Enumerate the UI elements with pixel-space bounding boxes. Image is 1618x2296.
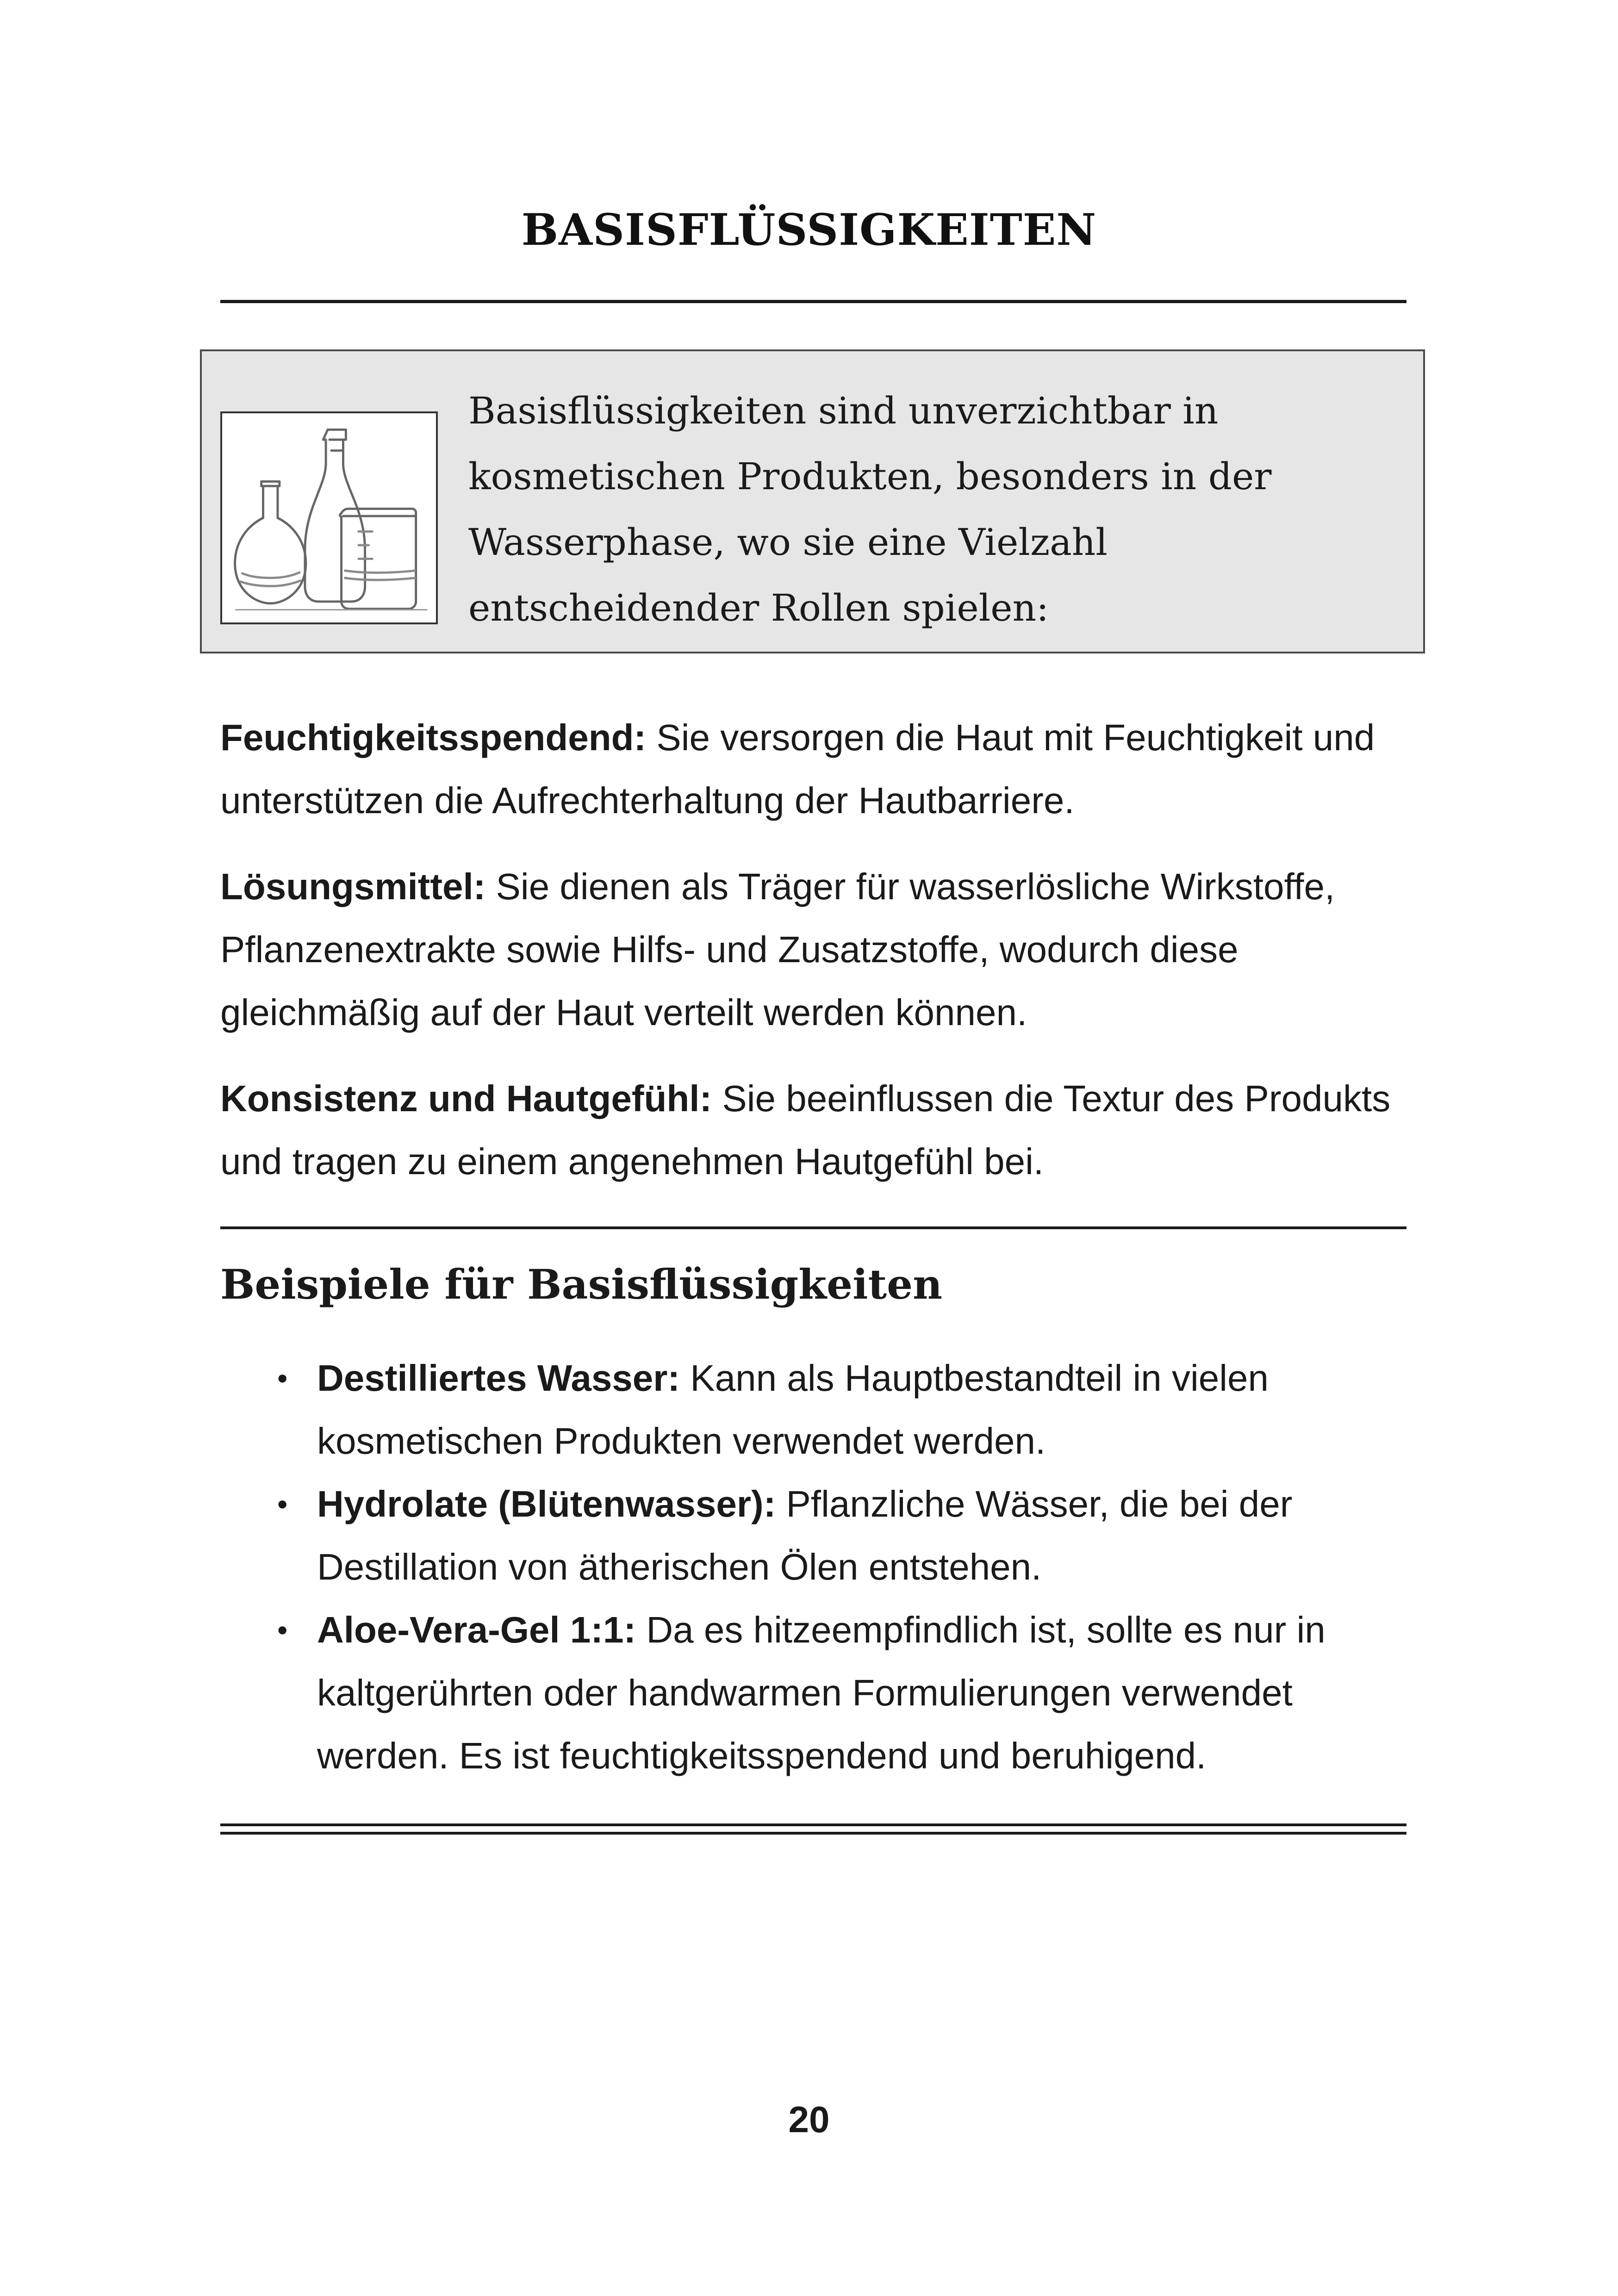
definition-text: Sie beeinflussen die Textur des Produkts und tragen zu einem angenehmen Hautgefühl bei. [220,1078,1391,1182]
list-item [271,1473,1400,1599]
definition-text: Sie versorgen die Haut mit Feuchtigkeit und unterstützen die Aufrechterhaltung der Hautbarriere. [220,717,1375,821]
title-divider [220,300,1406,303]
definition-item [220,1067,1414,1193]
definition-item [220,855,1414,1044]
bullet-icon: • [277,1487,288,1521]
example-text: Kann als Hauptbestandteil in vielen kosmetischen Produkten verwendet werden. [317,1357,1269,1462]
example-term: Destilliertes Wasser: [317,1357,680,1399]
definition-text: Sie dienen als Träger für wasserlösliche Wirkstoffe, Pflanzenextrakte sowie Hilfs- und Zusatzstoffe, wodurch diese gleichmäßig auf der Haut verteilt werden können. [220,866,1335,1033]
list-item [271,1599,1400,1787]
example-list [271,1347,1400,1787]
end-divider-top [220,1823,1406,1826]
definition-item [220,706,1414,832]
intro-box [200,349,1425,653]
end-divider-bottom [220,1832,1406,1835]
example-text: Pflanzliche Wässer, die bei der Destillation von ätherischen Ölen entstehen. [317,1483,1293,1587]
intro-text: Basisflüssigkeiten sind unverzichtbar in kosmetischen Produkten, besonders in der Wasserphase, wo sie eine Vielzahl entscheidender Rollen spielen: [468,389,1272,629]
example-text: Da es hitzeempfindlich ist, sollte es nur in kaltgerührten oder handwarmen Formulierungen verwendet werden. Es ist feuchtigkeitsspendend und beruhigend. [317,1609,1326,1776]
bullet-icon: • [277,1613,288,1647]
section-divider [220,1226,1406,1229]
page-number: 20 [788,2099,830,2140]
section-heading: Beispiele für Basisflüssigkeiten [220,1260,943,1308]
list-item [271,1347,1400,1473]
definition-term: Feuchtigkeitsspendend: [220,717,647,758]
page-title: BASISFLÜSSIGKEITEN [521,205,1097,255]
definition-term: Konsistenz und Hautgefühl: [220,1078,712,1119]
example-term: Hydrolate (Blütenwasser): [317,1483,776,1524]
definition-term: Lösungsmittel: [220,866,486,907]
example-term: Aloe-Vera-Gel 1:1: [317,1609,636,1650]
bullet-icon: • [277,1362,288,1395]
laboratory-glassware-icon [220,411,438,624]
definition-list [220,706,1414,1216]
